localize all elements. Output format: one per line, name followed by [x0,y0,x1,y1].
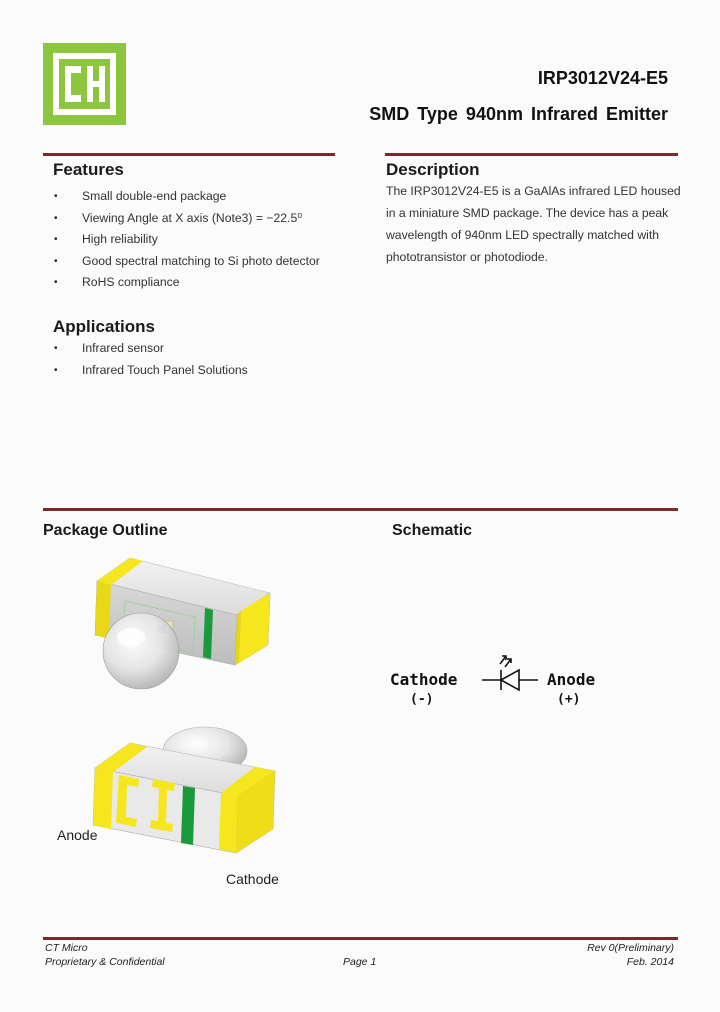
led-diode-symbol [482,656,538,690]
footer-company: CT Micro [45,942,88,954]
list-item: • Good spectral matching to Si photo detector [53,251,320,273]
list-item: • Infrared sensor [53,338,248,360]
company-logo [43,43,126,125]
schematic-diagram [388,646,608,712]
footer-revision: Rev 0(Preliminary) [587,942,674,954]
footer-divider [43,937,678,940]
list-item: • High reliability [53,229,320,251]
section-divider [385,153,678,156]
footer-date: Feb. 2014 [626,956,674,968]
footer-page-number: Page 1 [343,956,377,968]
anode-label: Anode [57,827,98,843]
description-text: The IRP3012V24-E5 is a GaAlAs infrared LED housed in a miniature SMD package. The device has a peak wavelength of 940nm LED spectrally matched with phototransistor or photodiode. [386,184,681,264]
list-item: • RoHS compliance [53,272,320,294]
list-item: • Infrared Touch Panel Solutions [53,360,248,382]
part-number: IRP3012V24-E5 [537,68,668,88]
list-item: • Small double-end package [53,186,320,208]
document-title: SMD Type 940nm Infrared Emitter [369,104,668,124]
list-item: • Viewing Angle at X axis (Note3) = −22.5⁰ [53,208,320,230]
features-heading: Features [53,160,124,179]
features-list [53,186,320,294]
package-top-view [95,558,270,689]
footer-proprietary: Proprietary & Confidential [45,956,165,968]
schematic-anode-label: Anode [547,670,596,689]
schematic-cathode-label: Cathode [390,670,458,689]
applications-heading: Applications [53,317,156,336]
schematic-heading: Schematic [392,522,473,539]
description-heading: Description [386,160,480,179]
schematic-anode-sign: (+) [557,692,581,707]
package-bottom-view [93,727,275,853]
section-divider [43,508,678,511]
applications-list [53,338,248,381]
section-divider [43,153,335,156]
package-outline-heading: Package Outline [43,522,168,539]
cathode-label: Cathode [226,871,279,887]
package-outline-drawing [55,553,295,898]
schematic-cathode-sign: (-) [410,692,434,707]
